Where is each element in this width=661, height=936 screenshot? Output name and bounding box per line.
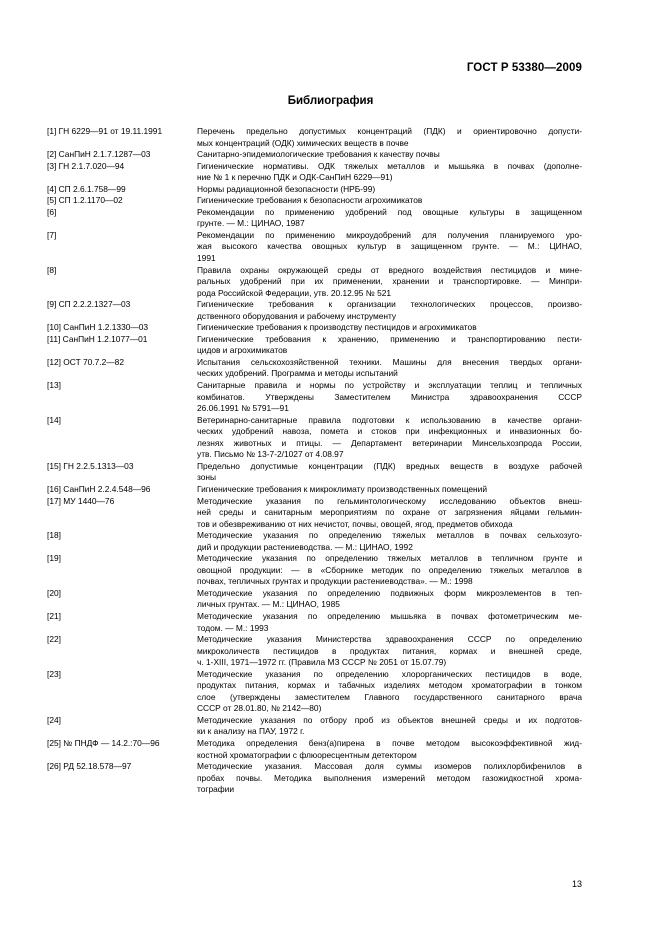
bibliography-entry (47, 207, 582, 230)
entry-description (197, 207, 582, 230)
entry-description-line: костной хроматографии с флюоресцентным детектором (197, 749, 417, 760)
entry-description-line: Гигиенические требования к безопасности агрохимикатов (197, 195, 423, 206)
entry-description-line: рода Российской Федерации, утв. 20.12.95 № 521 (197, 287, 392, 298)
bibliography-entry (47, 195, 582, 207)
entry-description-line: пробах почвы. Методика выполнения измерений методом газожидкостной хрома- (197, 772, 582, 783)
entry-reference: [12] ОСТ 70.7.2—82 (47, 356, 124, 367)
entry-reference: [8] (47, 264, 57, 275)
entry-description (197, 334, 582, 357)
entry-description-line: комбинатов. Утверждены Заместителем Министра здравоохранения СССР (197, 391, 582, 402)
entry-description-line: личных грунтах. — М.: ЦИНАО, 1985 (197, 599, 340, 610)
entry-description (197, 461, 582, 484)
entry-description (197, 611, 582, 634)
bibliography-entry (47, 126, 582, 149)
entry-reference: [11] СанПиН 1.2.1077—01 (47, 333, 148, 344)
entry-description-line: Методические указания по отбору проб из объектов внешней среды и их подготов- (197, 714, 582, 725)
entry-description-line: Методические указания по определению мышьяка в почвах фотометрическим ме- (197, 610, 582, 621)
entry-description-line: слое (утверждены заместителем Главного государственного санитарного врача (197, 691, 582, 702)
entry-description-line: ческих удобрений навоза, помета и стоков при инфекционных и инвазионных бо- (197, 426, 582, 437)
entry-description-line: овощной продукции: — в «Сборнике методик по определению тяжелых металлов в (197, 564, 582, 575)
entry-description-line: Методические указания по определению тяжелых металлов в тепличном грунте и (197, 553, 582, 564)
bibliography-entry (47, 461, 582, 484)
entry-description-line: Методические указания. Массовая доля суммы изомеров полихлорбифенилов в (197, 761, 582, 772)
entry-description-line: Методические указания по определению подвижных форм микроэлементов в теп- (197, 587, 582, 598)
entry-description-line: Испытания сельскохозяйственной техники. Машины для внесения твердых органи- (197, 356, 582, 367)
bibliography-entry (47, 334, 582, 357)
bibliography-entry (47, 230, 582, 265)
entry-description (197, 415, 582, 461)
entry-description-line: жая высокого качества овощных культур в защищенном грунте. — М.: ЦИНАО, (197, 241, 582, 252)
page-title: Библиография (287, 95, 374, 107)
entry-reference: [15] ГН 2.2.5.1313—03 (47, 460, 134, 471)
entry-description-line: Рекомендации по применению удобрений под овощные культуры в защищенном (197, 206, 582, 217)
entry-reference: [22] (47, 634, 61, 645)
entry-description (197, 195, 582, 207)
entry-description-line: Перечень предельно допустимых концентраций (ПДК) и ориентировочно допусти- (197, 126, 582, 136)
bibliography-entry (47, 161, 582, 184)
bibliography-entry (47, 322, 582, 334)
entry-description-line: Правила охраны окружающей среды от вредного воздействия пестицидов и мине- (197, 264, 582, 275)
entry-reference: [20] (47, 587, 61, 598)
bibliography-entry (47, 496, 582, 531)
entry-description-line: микроколичеств пестицидов в продуктах питания, кормах и внешней среде, (197, 645, 582, 656)
entry-description (197, 588, 582, 611)
entry-description (197, 357, 582, 380)
entry-description (197, 299, 582, 322)
bibliography-entry (47, 357, 582, 380)
bibliography-entry (47, 588, 582, 611)
entry-description-line: почвах, тепличных грунтах и продукции растениеводства». — М.: 1998 (197, 576, 473, 587)
entry-description-line: СССР от 28.01.80, № 2142—80) (197, 703, 322, 714)
entry-description-line: грунте. — М.: ЦИНАО, 1987 (197, 218, 305, 229)
bibliography-entry (47, 634, 582, 669)
entry-description-line: дственного оборудования и рабочему инструменту (197, 310, 397, 321)
entry-description-line: Гигиенические требования к микроклимату производственных помещений (197, 483, 488, 494)
entry-description (197, 634, 582, 669)
entry-description (197, 265, 582, 300)
entry-reference: [4] СП 2.6.1.758—99 (47, 183, 126, 194)
entry-description-line: мых концентраций (ОДК) химических веществ в почве (197, 137, 409, 148)
entry-description-line: ческих удобрений. Программа и методы испытаний (197, 368, 398, 379)
entry-reference: [7] (47, 229, 57, 240)
entry-description-line: Гигиенические нормативы. ОДК тяжелых металлов и мышьяка в почвах (дополне- (197, 160, 582, 171)
entry-description-line: ки к анализу на ПАУ, 1972 г. (197, 726, 305, 737)
entry-description (197, 530, 582, 553)
bibliography-entry (47, 553, 582, 588)
entry-reference: [10] СанПиН 1.2.1330—03 (47, 322, 149, 333)
bibliography-entry (47, 265, 582, 300)
entry-description-line: 26.06.1991 № 5791—91 (197, 403, 289, 414)
entry-reference: [23] (47, 668, 61, 679)
entry-description (197, 322, 582, 334)
entry-description-line: ней среды и санитарным мероприятиям по охране от загрязнения яйцами гельмин- (197, 507, 582, 518)
entry-description-line: дий и продукции растениеводства. — М.: ЦИНАО, 1992 (197, 541, 413, 552)
entry-description-line: Гигиенические требования к организации технологических процессов, произво- (197, 299, 582, 310)
entry-reference: [14] (47, 414, 61, 425)
entry-description-line: Методические указания по определению хлорорганических пестицидов в воде, (197, 668, 582, 679)
page-number: 13 (571, 879, 582, 889)
entry-description-line: Гигиенические требования к хранению, применению и транспортированию пести- (197, 333, 582, 344)
entry-description-line: утв. Письмо № 13-7-2/1027 от 4.08.97 (197, 449, 344, 460)
entry-description (197, 149, 582, 161)
entry-description (197, 669, 582, 715)
bibliography-entry (47, 738, 582, 761)
entry-reference: [17] МУ 1440—76 (47, 495, 115, 506)
entry-description-line: ч. 1-XIII, 1971—1972 гг. (Правила МЗ СССР № 2051 от 15.07.79) (197, 657, 447, 668)
bibliography-entry (47, 184, 582, 196)
entry-description-line: Предельно допустимые концентрации (ПДК) вредных веществ в воздухе рабочей (197, 460, 582, 471)
entry-description-line: зоны (197, 472, 217, 483)
entry-reference: [18] (47, 530, 61, 541)
bibliography-entry (47, 715, 582, 738)
bibliography-entry (47, 299, 582, 322)
entry-description (197, 380, 582, 415)
entry-reference: [1] ГН 6229—91 от 19.11.1991 (47, 126, 163, 136)
entry-description-line: тодом. — М.: 1993 (197, 622, 269, 633)
bibliography-list (47, 126, 582, 796)
entry-reference: [24] (47, 714, 61, 725)
entry-description-line: Нормы радиационной безопасности (НРБ-99) (197, 183, 376, 194)
entry-reference: [16] СанПиН 2.2.4.548—96 (47, 483, 151, 494)
entry-description (197, 715, 582, 738)
bibliography-entry (47, 484, 582, 496)
bibliography-entry (47, 669, 582, 715)
entry-description-line: цидов и агрохимикатов (197, 345, 288, 356)
entry-reference: [3] ГН 2.1.7.020—94 (47, 160, 125, 171)
entry-description-line: ральных удобрений при их применении, хранении и транспортировке. — Минпри- (197, 276, 582, 287)
entry-reference: [26] РД 52.18.578—97 (47, 761, 132, 772)
entry-description-line: ние № 1 к перечню ПДК и ОДК-СанПиН 6229—91) (197, 172, 393, 183)
entry-description-line: Ветеринарно-санитарные правила подготовки к использованию в качестве органи- (197, 414, 582, 425)
entry-description-line: тов и обезвреживанию от них нечистот, почвы, овощей, ягод, предметов обихода (197, 518, 513, 529)
bibliography-entry (47, 611, 582, 634)
entry-description-line: Санитарные правила и нормы по устройству и эксплуатации теплиц и тепличных (197, 380, 582, 391)
entry-description (197, 184, 582, 196)
entry-description-line: Гигиенические требования к производству пестицидов и агрохимикатов (197, 322, 477, 333)
bibliography-entry (47, 380, 582, 415)
entry-reference: [5] СП 1.2.1170—02 (47, 195, 123, 206)
entry-reference: [21] (47, 610, 61, 621)
bibliography-entry (47, 761, 582, 796)
entry-description (197, 496, 582, 531)
entry-description-line: продуктах питания, кормах и табачных изделиях методом хроматографии в тонком (197, 680, 582, 691)
entry-description (197, 553, 582, 588)
entry-description (197, 738, 582, 761)
entry-description (197, 484, 582, 496)
entry-description-line: лезнях животных и птицы. — Департамент ветеринарии Минсельхозпрода России, (197, 437, 582, 448)
entry-reference: [6] (47, 206, 57, 217)
entry-description-line: Методические указания Министерства здравоохранения СССР по определению (197, 634, 582, 645)
entry-description-line: Методика определения бенз(а)пирена в почве методом высокоэффективной жид- (197, 737, 582, 748)
standard-designation: ГОСТ Р 53380—2009 (466, 62, 582, 74)
entry-description-line: Методические указания по гельминтологическому исследованию объектов внеш- (197, 495, 582, 506)
entry-reference: [19] (47, 553, 61, 564)
entry-description (197, 761, 582, 796)
entry-reference: [13] (47, 380, 61, 391)
bibliography-entry (47, 530, 582, 553)
entry-description (197, 161, 582, 184)
entry-description-line: Санитарно-эпидемиологические требования к качеству почвы (197, 149, 440, 160)
entry-description-line: 1991 (197, 253, 216, 264)
entry-reference: [9] СП 2.2.2.1327—03 (47, 299, 131, 310)
entry-description-line: Методические указания по определению тяжелых металлов в почвах сельхозуго- (197, 530, 582, 541)
entry-reference: [2] СанПиН 2.1.7.1287—03 (47, 149, 151, 160)
entry-description-line: Рекомендации по применению микроудобрений для получения планируемого уро- (197, 229, 582, 240)
entry-description (197, 230, 582, 265)
entry-reference: [25] № ПНДФ — 14.2.:70—96 (47, 737, 160, 748)
bibliography-entry (47, 415, 582, 461)
entry-description (197, 126, 582, 149)
bibliography-entry (47, 149, 582, 161)
entry-description-line: тографии (197, 784, 235, 795)
